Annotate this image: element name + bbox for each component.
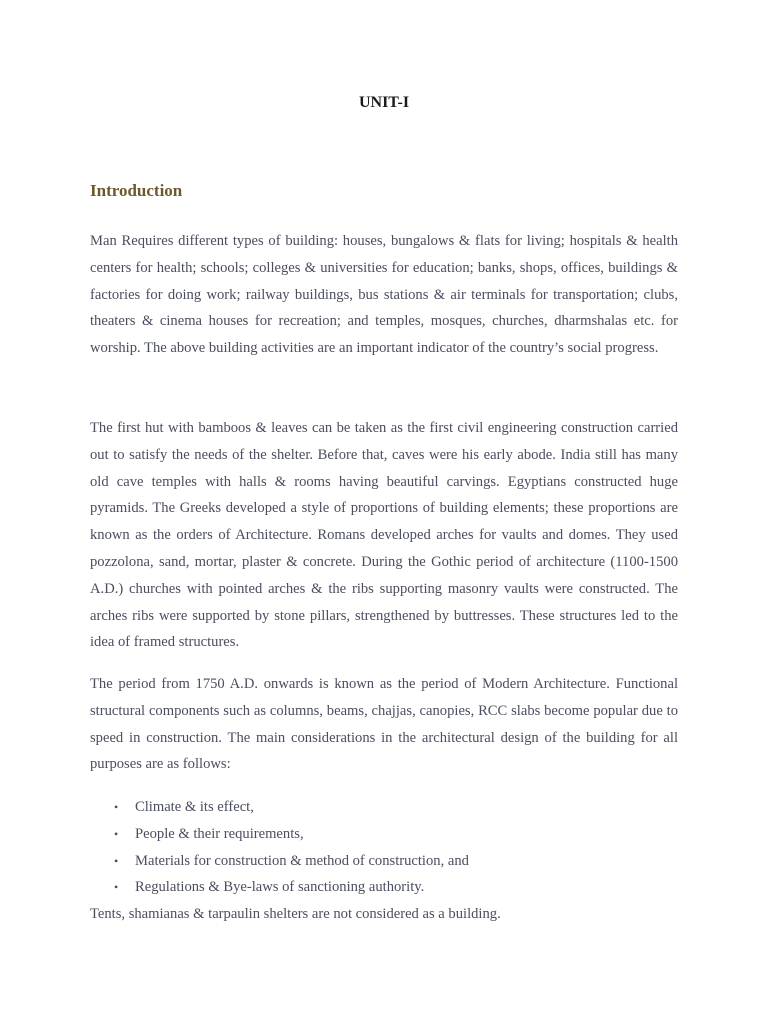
- list-item-text: Climate & its effect,: [135, 799, 254, 815]
- paragraph-history: The first hut with bamboos & leaves can be taken as the first civil engineering construction carried out to satisfy the needs of the shelter. Before that, caves were his early abode. India still has many old cave temples with halls & rooms having beautiful carvings. Egyptians constructed huge pyramids. The Greeks developed a style of proportions of building elements; these proportions are known as the orders of Architecture. Romans developed arches for vaults and domes. They used pozzolona, sand, mortar, plaster & concrete. During the Gothic period of architecture (1100-1500 A.D.) churches with pointed arches & the ribs supporting masonry vaults were constructed. The arches ribs were supported by stone pillars, strengthened by buttresses. These structures led to the idea of framed structures.: [90, 420, 678, 651]
- list-item: [90, 848, 690, 875]
- list-item-text: Regulations & Bye-laws of sanctioning authority.: [135, 879, 425, 896]
- bullet-icon: •: [114, 800, 119, 814]
- bullet-icon: •: [114, 826, 119, 841]
- bullet-icon: •: [114, 853, 119, 868]
- considerations-list: [90, 794, 690, 901]
- list-item: [90, 821, 690, 848]
- section-heading-introduction: Introduction: [90, 181, 183, 200]
- closing-sentence: Tents, shamianas & tarpaulin shelters are not considered as a building.: [90, 906, 501, 922]
- unit-title: UNIT-I: [358, 94, 410, 111]
- paragraph-modern-architecture: The period from 1750 A.D. onwards is known as the period of Modern Architecture. Functional structural components such as columns, beams, chajjas, canopies, RCC slabs become popular due to speed in construction. The main considerations in the architectural design of the building for all purposes are as follows:: [90, 676, 678, 773]
- paragraph-building-types: Man Requires different types of building: houses, bungalows & flats for living; hospitals & health centers for health; schools; colleges & universities for education; banks, shops, offices, buildings & factories for doing work; railway buildings, bus stations & air terminals for transportation; clubs, theaters & cinema houses for recreation; and temples, mosques, churches, dharmshalas etc. for worship. The above building activities are an important indicator of the country’s social progress.: [90, 233, 678, 357]
- bullet-icon: •: [114, 880, 119, 895]
- list-item: [90, 794, 690, 821]
- list-item-text: People & their requirements,: [135, 825, 304, 842]
- list-item: [90, 874, 690, 901]
- list-item-text: Materials for construction & method of construction, and: [135, 852, 469, 869]
